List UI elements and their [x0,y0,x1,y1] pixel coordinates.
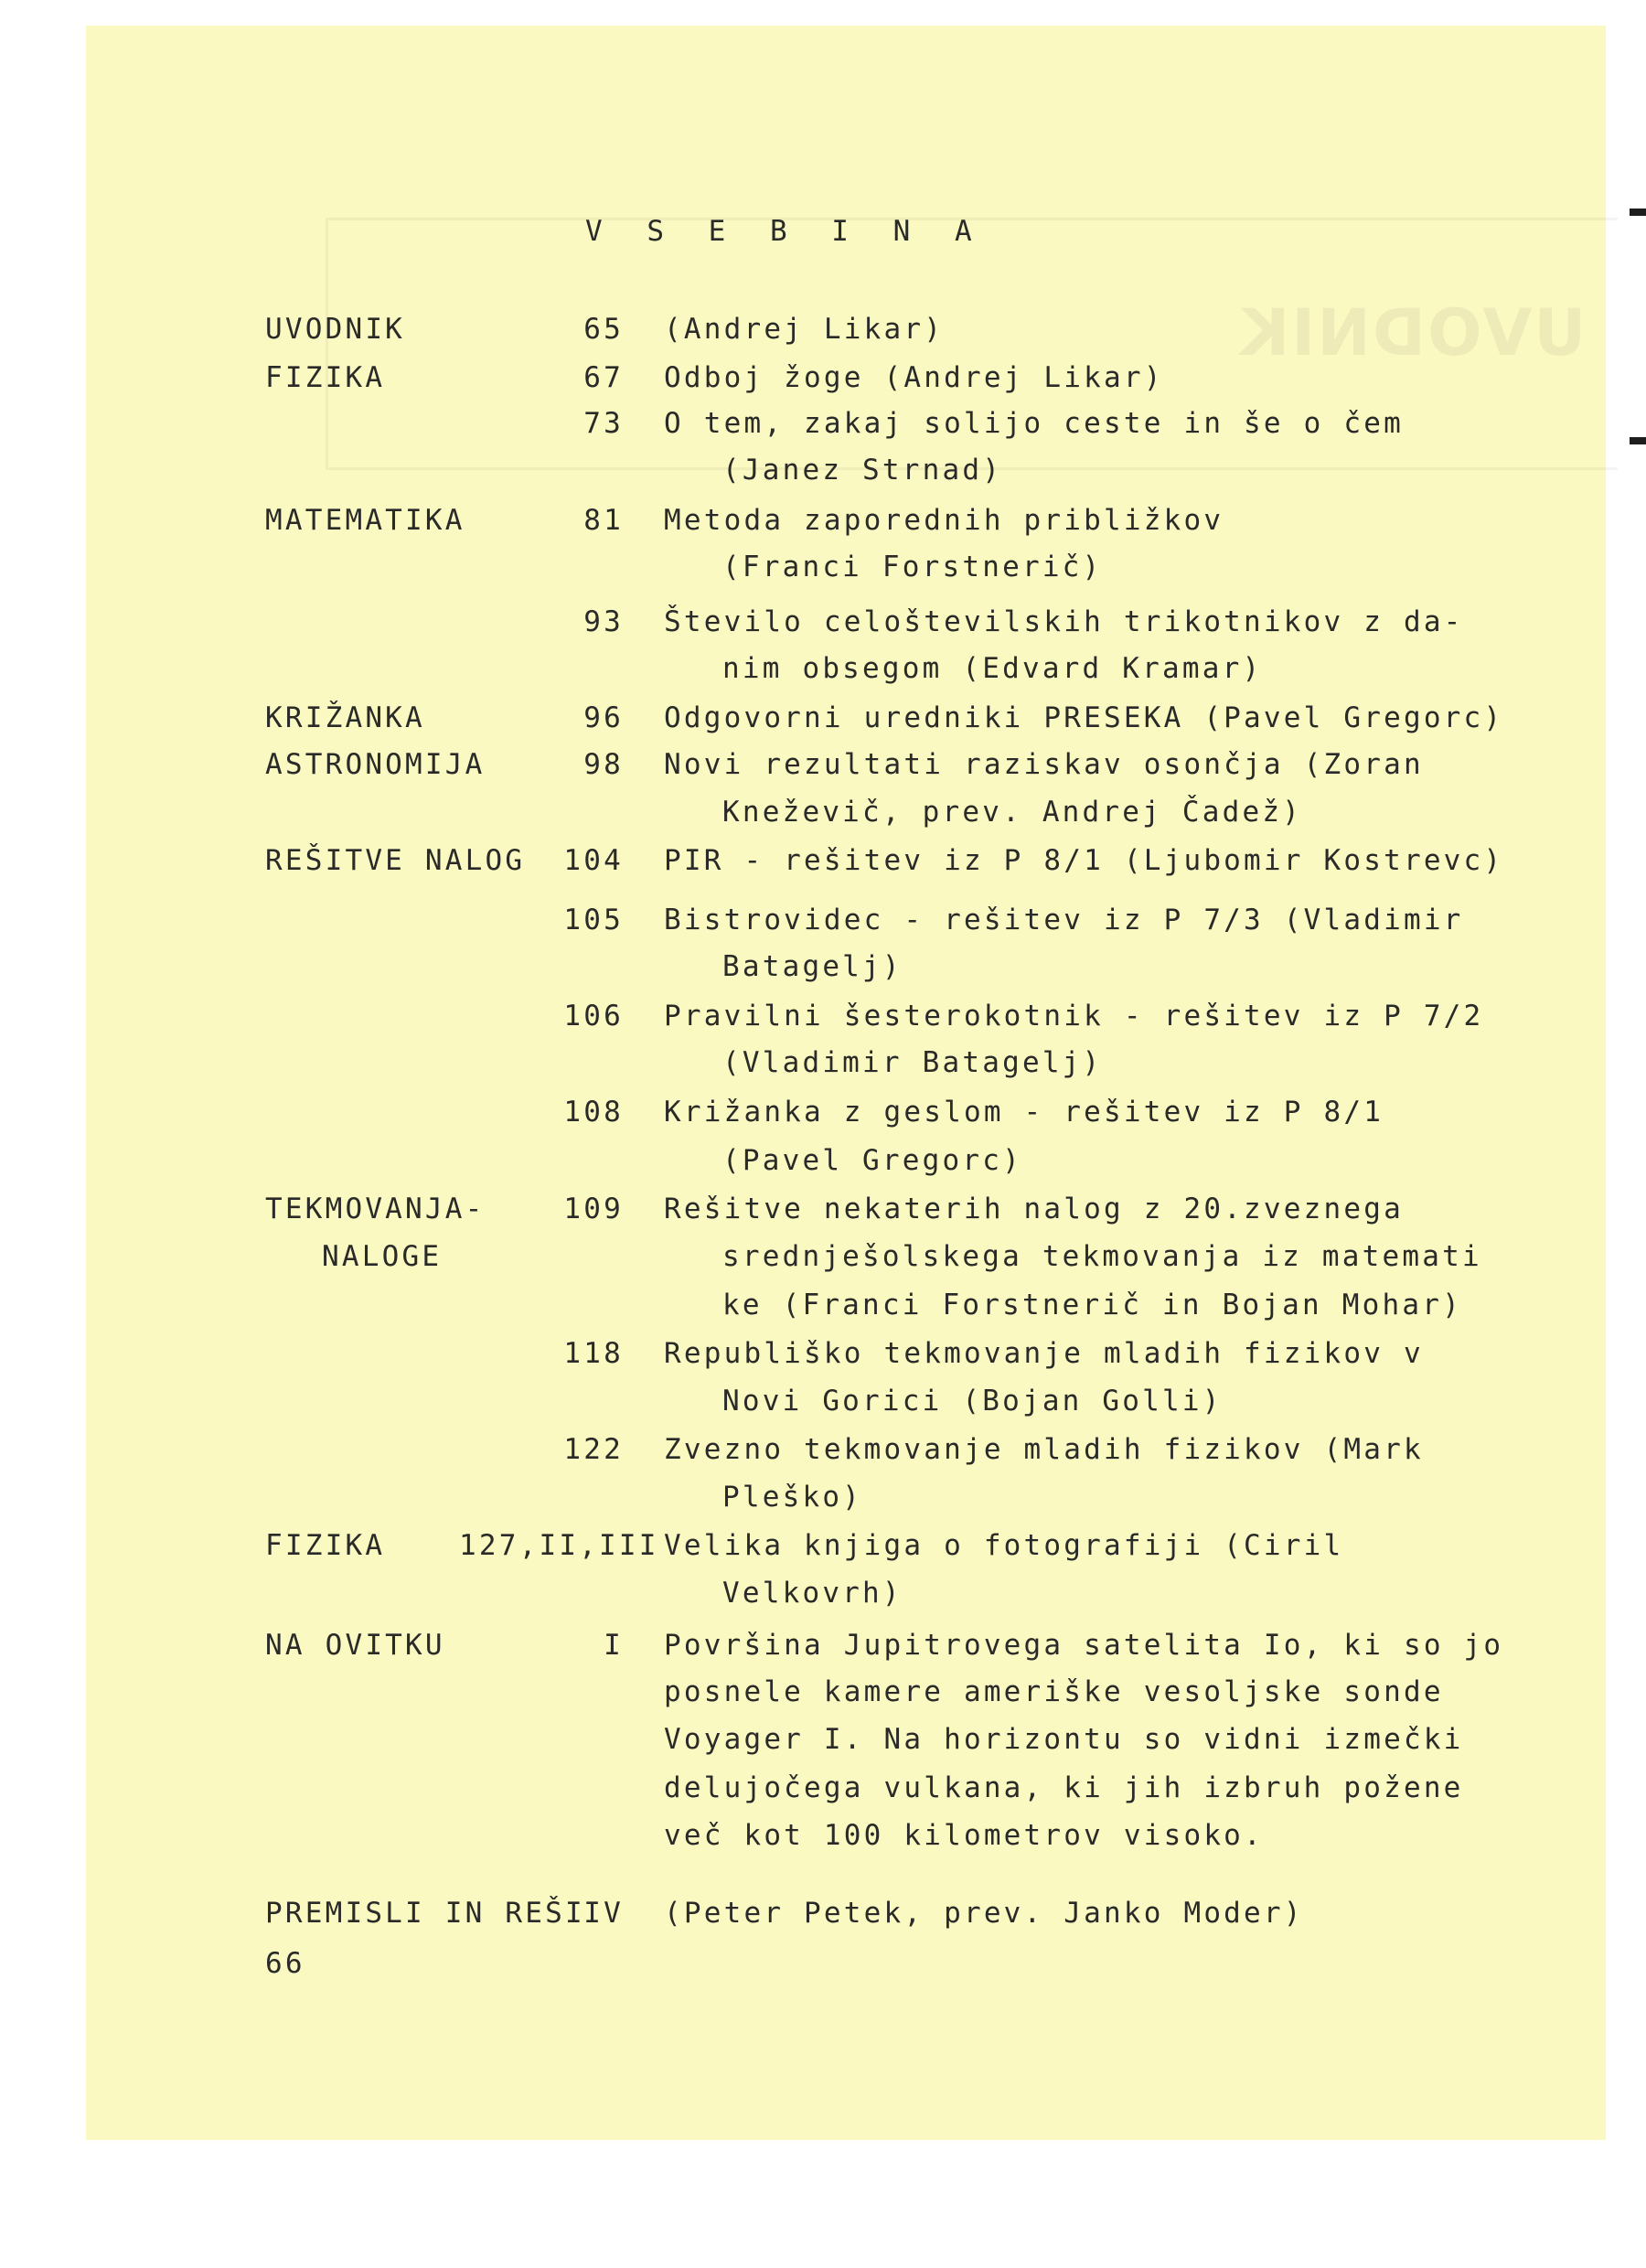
entry-title-line: posnele kamere ameriške vesoljske sonde [664,1675,1444,1708]
page-reference: 104 [563,844,624,877]
entry-title-line: Rešitve nekaterih nalog z 20.zveznega [664,1193,1404,1225]
entry-title-line: Metoda zaporednih približkov [664,504,1224,537]
entry-title-line: Bistrovidec - rešitev iz P 7/3 (Vladimir [664,904,1464,936]
page-number: 66 [265,1947,305,1980]
page-reference: 109 [563,1193,624,1225]
entry-title-line: Kneževič, prev. Andrej Čadež) [722,796,1303,829]
page-reference: 108 [563,1096,624,1129]
entry-title-line: Republiško tekmovanje mladih fizikov v [664,1337,1424,1370]
page-reference: 67 [583,361,624,394]
entry-title-line: Pleško) [722,1481,863,1514]
entry-title-line: (Andrej Likar) [664,313,945,346]
section-label: KRIŽANKA [265,701,425,734]
page-reference: 122 [563,1433,624,1466]
entry-title-line: (Pavel Gregorc) [722,1144,1022,1177]
entry-title-line: Voyager I. Na horizontu so vidni izmečki [664,1723,1464,1756]
entry-title-line: Zvezno tekmovanje mladih fizikov (Mark [664,1433,1424,1466]
section-label: FIZIKA [265,361,386,394]
edge-mark-top [1630,209,1646,216]
section-label: PREMISLI IN REŠI [265,1897,585,1930]
entry-title-line: O tem, zakaj solijo ceste in še o čem [664,407,1404,440]
entry-title-line: Velkovrh) [722,1577,903,1610]
page-reference: 65 [583,313,624,346]
section-label: MATEMATIKA [265,504,465,537]
page-reference: 118 [563,1337,624,1370]
page-reference: 81 [583,504,624,537]
page-reference: 106 [563,1000,624,1032]
page-reference: 93 [583,605,624,638]
section-label: NALOGE [322,1240,443,1273]
entry-title-line: Pravilni šesterokotnik - rešitev iz P 7/2 [664,1000,1484,1032]
edge-mark-bottom [1630,437,1646,444]
entry-title-line: (Vladimir Batagelj) [722,1046,1103,1079]
section-label: REŠITVE NALOG [265,844,526,877]
page-reference: I [604,1629,624,1662]
section-label: FIZIKA [265,1529,386,1562]
entry-title-line: nim obsegom (Edvard Kramar) [722,652,1263,685]
entry-title-line: delujočega vulkana, ki jih izbruh požene [664,1771,1464,1804]
entry-title-line: Odgovorni uredniki PRESEKA (Pavel Gregorc) [664,701,1504,734]
entry-title-line: Velika knjiga o fotografiji (Ciril [664,1529,1344,1562]
entry-title-line: Število celoštevilskih trikotnikov z da- [664,605,1464,638]
entry-title-line: Batagelj) [722,950,903,983]
entry-title-line: ke (Franci Forstnerič in Bojan Mohar) [722,1289,1462,1321]
entry-title-line: Novi rezultati raziskav osončja (Zoran [664,748,1424,781]
bleed-through-title: UVODNIK [1238,295,1587,370]
entry-title-line: (Peter Petek, prev. Janko Moder) [664,1897,1304,1930]
contents-heading: V S E B I N A [585,215,986,248]
section-label: ASTRONOMIJA [265,748,486,781]
entry-title-line: več kot 100 kilometrov visoko. [664,1819,1264,1852]
entry-title-line: (Janez Strnad) [722,454,1003,487]
section-label: TEKMOVANJA- [265,1193,486,1225]
page-reference: 127,II,III [459,1529,659,1562]
page-reference: 73 [583,407,624,440]
page-reference: 105 [563,904,624,936]
entry-title-line: PIR - rešitev iz P 8/1 (Ljubomir Kostrevc) [664,844,1504,877]
entry-title-line: (Franci Forstnerič) [722,551,1103,583]
page-reference: 98 [583,748,624,781]
entry-title-line: srednješolskega tekmovanja iz matemati [722,1240,1482,1273]
entry-title-line: Križanka z geslom - rešitev iz P 8/1 [664,1096,1384,1129]
entry-title-line: Površina Jupitrovega satelita Io, ki so jo [664,1629,1504,1662]
entry-title-line: Novi Gorici (Bojan Golli) [722,1385,1223,1418]
section-label: NA OVITKU [265,1629,445,1662]
page-reference: 96 [583,701,624,734]
entry-title-line: Odboj žoge (Andrej Likar) [664,361,1164,394]
page-reference: IV [583,1897,624,1930]
section-label: UVODNIK [265,313,406,346]
